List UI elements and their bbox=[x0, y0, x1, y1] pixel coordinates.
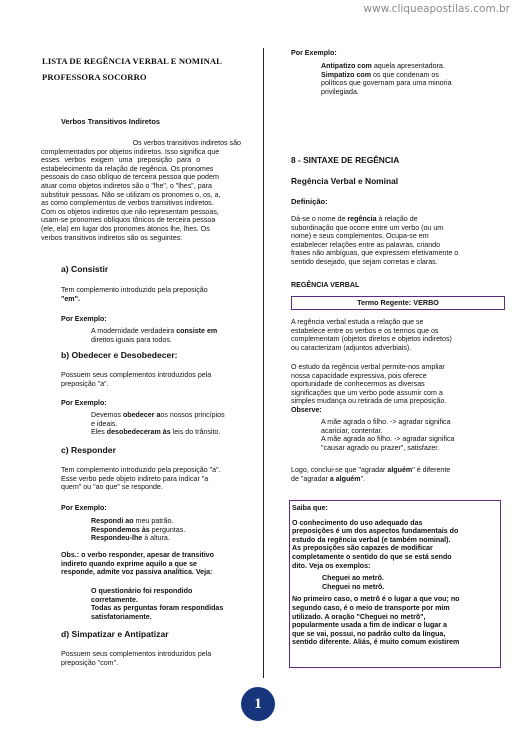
text-line bbox=[91, 526, 251, 535]
text-line: estabelecimento da relação de regência. Os pronomes bbox=[41, 164, 214, 173]
text-span: à altura. bbox=[142, 534, 170, 543]
text-span: Respondi ao bbox=[91, 517, 134, 525]
text-line: preposição "com". bbox=[61, 658, 119, 667]
text-line: A mãe agrada o filho. -> agradar significa bbox=[321, 418, 451, 426]
text-line: frases não ambíguas, que expressem efetivamente o bbox=[291, 249, 459, 258]
text-line bbox=[291, 466, 503, 475]
observe-examples bbox=[321, 418, 503, 452]
text-line: complementam (objetos diretos e objetos indiretos) bbox=[291, 335, 452, 344]
item-a-text bbox=[61, 286, 241, 303]
section-title bbox=[291, 156, 399, 165]
text-line: preposições é um dos aspectos fundamentais do bbox=[292, 527, 459, 536]
text-line: privilegiada. bbox=[321, 87, 359, 96]
subsection-heading: REGÊNCIA VERBAL bbox=[291, 281, 360, 289]
text-line: políticos que governam para uma minoria bbox=[321, 79, 452, 88]
text-line: ou caracterizam (adjuntos adverbiais). bbox=[291, 343, 412, 352]
text-line: nome) e seus complementos. Ocupa-se em bbox=[291, 232, 429, 241]
text-line: O conhecimento do uso adequado das bbox=[292, 518, 423, 527]
page-number-badge: 1 bbox=[241, 687, 275, 721]
text-line: corretamente. bbox=[91, 595, 138, 604]
document-title: LISTA DE REGÊNCIA VERBAL E NOMINAL bbox=[42, 56, 223, 66]
text-line: Os verbos transitivos indiretos são bbox=[132, 139, 241, 147]
text-line: popularmente usada a fim de indicar o lugar a bbox=[292, 621, 447, 630]
text-line: Obs.: o verbo responder, apesar de transitivo bbox=[61, 551, 214, 559]
text-line bbox=[91, 327, 251, 336]
item-title: d) Simpatizar e Antipatizar bbox=[61, 629, 169, 639]
item-a-example bbox=[91, 327, 251, 344]
text-line bbox=[291, 475, 503, 484]
text-line: direitos iguais para todos. bbox=[91, 335, 172, 344]
text-span: os nossos princípios bbox=[160, 411, 225, 419]
text-span: Respondeu-lhe bbox=[91, 534, 143, 543]
text-line: Possuem seus complementos introduzidos pela bbox=[61, 650, 212, 658]
text-span: a alguém bbox=[329, 474, 361, 483]
text-line: subordinação que ocorre entre um verbo (ou um bbox=[291, 223, 444, 232]
left-column bbox=[61, 118, 241, 127]
text-line: atuar como objetos indiretos são o "lhe", o "lhes", para bbox=[41, 181, 212, 190]
text-line: Cheguei ao metrô. bbox=[322, 574, 384, 583]
text-line: esses verbos exigem uma preposição para o bbox=[41, 156, 201, 165]
text-span: obedecer a bbox=[122, 411, 161, 419]
item-b-text bbox=[61, 371, 241, 388]
subsection-heading: Regência Verbal e Nominal bbox=[291, 176, 399, 186]
text-line: Com os objetos indiretos que não representam pessoas, bbox=[41, 207, 219, 216]
item-a-title bbox=[61, 265, 108, 274]
text-line: pessoais do caso oblíquo de terceira pessoa que podem bbox=[41, 173, 219, 182]
section-heading: Verbos Transitivos Indiretos bbox=[61, 117, 160, 126]
text-line: O questionário foi respondido bbox=[91, 587, 193, 595]
regencia-verbal-text bbox=[291, 318, 503, 352]
text-span: perguntas. bbox=[149, 525, 186, 534]
text-line: sentido diferente. Aliás, é muito comum existirem bbox=[292, 638, 460, 647]
item-title: c) Responder bbox=[61, 445, 116, 455]
item-title: b) Obedecer e Desobedecer: bbox=[61, 350, 178, 360]
text-span: Antipatizo com bbox=[321, 62, 372, 70]
text-line: usam-se pronomes oblíquos tônicos de terceira pessoa bbox=[41, 216, 216, 225]
author-line: PROFESSORA SOCORRO bbox=[42, 72, 147, 82]
item-d-title bbox=[61, 630, 169, 639]
text-line: utilizado. A oração "Cheguei no metrô", bbox=[292, 612, 426, 621]
text-line: nossa capacidade expressiva, pois oferece bbox=[291, 371, 427, 380]
text-line: significações que um verbo pode assumir com a bbox=[291, 388, 443, 397]
text-span: Simpatizo com bbox=[321, 70, 372, 79]
text-span: " é diferente bbox=[412, 466, 451, 474]
example-label: Por Exemplo: bbox=[61, 399, 107, 407]
text-line: Cheguei no metrô. bbox=[322, 582, 385, 591]
text-line: indireto quando exprime aquilo a que se bbox=[61, 559, 197, 568]
text-line: completamente o sentido do que se está sendo bbox=[292, 552, 452, 561]
item-c-title bbox=[61, 446, 116, 455]
obs-example bbox=[91, 587, 251, 621]
text-line: As preposições são capazes de modificar bbox=[292, 544, 433, 553]
text-span: Devemos bbox=[91, 411, 123, 419]
text-span: Dá-se o nome de bbox=[291, 215, 348, 223]
item-c-example bbox=[91, 517, 251, 543]
text-line: O estudo da regência verbal permite-nos ampliar bbox=[291, 363, 445, 371]
text-span: regência bbox=[347, 215, 377, 223]
text-span: de "agradar bbox=[291, 474, 330, 483]
text-line: A regência verbal estuda a relação que se bbox=[291, 318, 424, 326]
text-line: "causar agrado ou prazer", satisfazer. bbox=[321, 443, 440, 452]
text-line: Tem complemento introduzido pela preposição "a". bbox=[61, 466, 221, 474]
text-line: (ele, ela) em lugar dos pronomes átonos lhe, lhes. Os bbox=[41, 224, 210, 233]
right-example-label bbox=[291, 49, 337, 58]
text-line: sentido desejado, que sejam corretas e claras. bbox=[291, 257, 438, 266]
saiba-que-box bbox=[289, 500, 501, 668]
definition-label bbox=[291, 198, 328, 207]
text-line: substituir pessoas. Não se utilizam os pronomes o, os, a, bbox=[41, 190, 221, 199]
example-label: Por Exemplo: bbox=[291, 49, 337, 57]
column-divider bbox=[263, 48, 264, 678]
text-line: estabelece entre os verbos e os termos que os bbox=[291, 326, 439, 335]
item-b-example bbox=[91, 411, 251, 437]
text-span: A modernidade verdadeira bbox=[91, 327, 177, 335]
text-span: Eles bbox=[91, 428, 107, 437]
text-line: Tem complemento introduzido pela preposição bbox=[61, 286, 208, 294]
text-span: Respondemos às bbox=[91, 525, 150, 534]
text-span: ". bbox=[360, 474, 366, 483]
text-span: leis do trânsito. bbox=[170, 428, 221, 437]
text-line bbox=[321, 62, 501, 71]
obs-note bbox=[61, 551, 251, 577]
text-line: simples mudança ou retirada de uma preposição. bbox=[291, 397, 447, 406]
text-line: acariciar, contentar. bbox=[321, 426, 383, 435]
text-line: e ideais. bbox=[91, 419, 118, 428]
text-line bbox=[321, 71, 501, 80]
text-span: à relação de bbox=[376, 215, 418, 223]
text-line: estabelecer relações entre as palavras, criando bbox=[291, 240, 441, 249]
item-a-example-label bbox=[61, 315, 107, 324]
text-line: Todas as perguntas foram respondidas bbox=[91, 604, 224, 613]
text-span: consiste em bbox=[176, 327, 218, 335]
text-span: meu patrão. bbox=[133, 517, 174, 525]
box-heading: Saiba que: bbox=[292, 504, 328, 512]
definition-heading: Definição: bbox=[291, 197, 328, 206]
intro-paragraph bbox=[41, 139, 241, 242]
right-example bbox=[321, 62, 501, 96]
text-line: verbos transitivos indiretos são os seguintes: bbox=[41, 233, 183, 242]
definition-text bbox=[291, 215, 501, 267]
text-line: complementados por objetos indiretos. Isso significa que bbox=[41, 147, 220, 156]
text-line: A mãe agrada ao filho. -> agradar significa bbox=[321, 435, 455, 444]
conclusion bbox=[291, 466, 503, 483]
item-c-text bbox=[61, 466, 251, 492]
text-line: dito. Veja os exemplos: bbox=[292, 561, 371, 570]
site-watermark: www.cliqueapostilas.com.br bbox=[363, 3, 510, 15]
text-span: os que condenam os bbox=[371, 70, 439, 79]
regencia-verbal-label bbox=[291, 281, 359, 290]
text-span: aquela apresentadora. bbox=[371, 62, 445, 70]
text-line: segundo caso, é o meio de transporte por mim bbox=[292, 603, 450, 612]
text-line bbox=[91, 517, 251, 526]
text-line: Possuem seus complementos introduzidos pela bbox=[61, 371, 212, 379]
text-line bbox=[91, 428, 251, 437]
subtitle bbox=[291, 177, 398, 186]
item-c-example-label bbox=[61, 504, 107, 513]
item-b-example-label bbox=[61, 399, 107, 408]
termo-regente-box: Termo Regente: VERBO bbox=[291, 296, 505, 310]
text-line: preposição "a". bbox=[61, 379, 109, 388]
item-d-text bbox=[61, 650, 241, 667]
example-label: Por Exemplo: bbox=[61, 504, 107, 512]
text-line bbox=[91, 411, 251, 420]
text-line: estudo da regência verbal (e também nominal). bbox=[292, 535, 451, 544]
text-line: "em". bbox=[61, 294, 80, 303]
regencia-verbal-text-2 bbox=[291, 363, 503, 415]
text-line: que se vai, possui, no padrão culto da língua, bbox=[292, 629, 446, 638]
item-title: a) Consistir bbox=[61, 264, 109, 274]
text-line: as como complementos de verbos transitivos indiretos. bbox=[41, 199, 214, 208]
text-span: desobedeceram às bbox=[106, 428, 171, 437]
item-b-title bbox=[61, 351, 178, 360]
text-line: oportunidade de conhecermos as diversas bbox=[291, 380, 425, 389]
text-line: No primeiro caso, o metrô é o lugar a que vou; no bbox=[292, 595, 460, 604]
text-line bbox=[91, 534, 251, 543]
text-span: alguém bbox=[387, 466, 413, 474]
observe-label: Observe: bbox=[291, 405, 322, 414]
example-label: Por Exemplo: bbox=[61, 315, 107, 323]
text-line: quem" ou "ao que" se responde. bbox=[61, 483, 163, 492]
text-line: satisfatoriamente. bbox=[91, 612, 152, 621]
text-line: responde, admite voz passiva analítica. Veja: bbox=[61, 568, 213, 577]
section-heading: 8 - SINTAXE DE REGÊNCIA bbox=[291, 155, 400, 165]
text-line: Esse verbo pede objeto indireto para indicar "a bbox=[61, 474, 209, 483]
text-span: Logo, conclui-se que "agradar bbox=[291, 466, 388, 474]
text-line bbox=[291, 215, 501, 224]
